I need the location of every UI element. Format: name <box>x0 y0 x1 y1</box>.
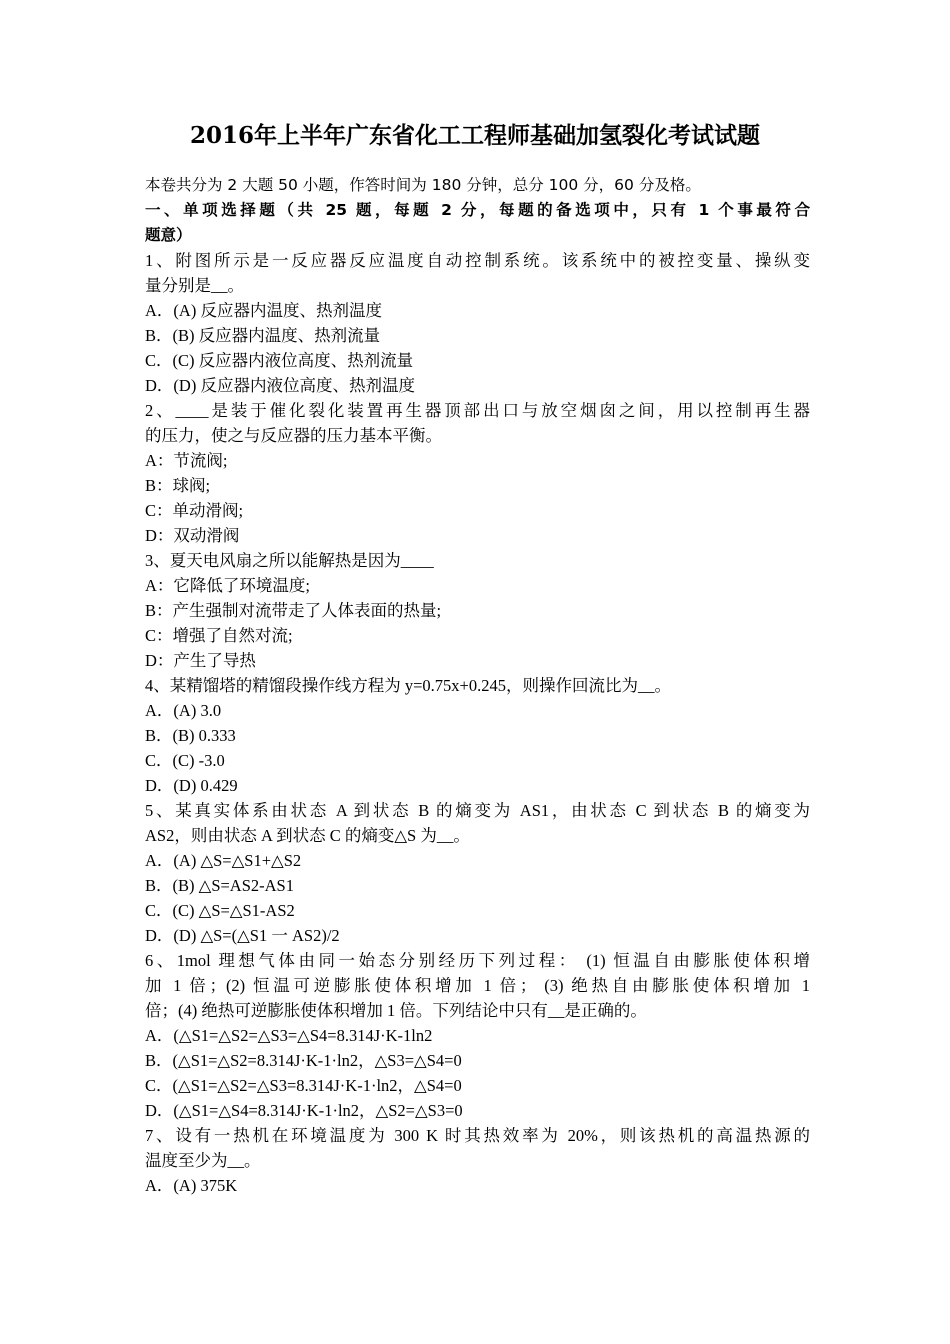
answer-option: B．(B) △S=AS2-AS1 <box>145 876 294 895</box>
answer-option: A．(A) 375K <box>145 1176 238 1195</box>
question-5 <box>145 798 810 948</box>
answer-option: D．(D) 反应器内液位高度、热剂温度 <box>145 376 415 395</box>
answer-option: A：节流阀; <box>145 451 228 470</box>
answer-option: B．(△S1=△S2=8.314J·K-1·ln2，△S3=△S4=0 <box>145 1051 462 1070</box>
answer-option: C：增强了自然对流; <box>145 626 293 645</box>
answer-option: C：单动滑阀; <box>145 501 244 520</box>
answer-option: C．(C) 反应器内液位高度、热剂流量 <box>145 351 414 370</box>
answer-option: A．(A) 反应器内温度、热剂温度 <box>145 301 382 320</box>
document-title: 2016年上半年广东省化工工程师基础加氢裂化考试试题 <box>189 122 760 149</box>
section-heading: 一、单项选择题（共 25 题，每题 2 分，每题的备选项中，只有 1 个事最符合 <box>145 201 810 219</box>
section-heading-cont: 题意） <box>145 226 192 244</box>
document-body <box>145 173 810 1198</box>
question-stem: 温度至少为__。 <box>145 1151 261 1170</box>
question-stem: 1、附图所示是一反应器反应温度自动控制系统。该系统中的被控变量、操纵变 <box>145 251 810 270</box>
answer-option: B：球阀; <box>145 476 211 495</box>
exam-intro: 本卷共分为 2 大题 50 小题，作答时间为 180 分钟，总分 100 分，60 分及格。 <box>145 176 701 194</box>
answer-option: A．(△S1=△S2=△S3=△S4=8.314J·K-1ln2 <box>145 1026 433 1045</box>
question-stem: 4、某精馏塔的精馏段操作线方程为 y=0.75x+0.245，则操作回流比为__。 <box>145 676 671 695</box>
answer-option: D．(D) 0.429 <box>145 776 238 795</box>
answer-option: D：双动滑阀 <box>145 526 240 545</box>
answer-option: D．(△S1=△S4=8.314J·K-1·ln2，△S2=△S3=0 <box>145 1101 463 1120</box>
answer-option: A．(A) △S=△S1+△S2 <box>145 851 302 870</box>
answer-option: C．(C) △S=△S1-AS2 <box>145 901 295 920</box>
question-stem: AS2，则由状态 A 到状态 C 的熵变△S 为__。 <box>145 826 470 845</box>
answer-option: B：产生强制对流带走了人体表面的热量; <box>145 601 442 620</box>
question-3 <box>145 548 810 673</box>
answer-option: A．(A) 3.0 <box>145 701 222 720</box>
question-stem: 倍；(4) 绝热可逆膨胀使体积增加 1 倍。下列结论中只有__是正确的。 <box>145 1001 647 1020</box>
question-stem: 3、夏天电风扇之所以能解热是因为____ <box>145 551 434 570</box>
answer-option: C．(C) -3.0 <box>145 751 225 770</box>
question-stem: 的压力，使之与反应器的压力基本平衡。 <box>145 426 442 445</box>
answer-option: A：它降低了环境温度; <box>145 576 310 595</box>
answer-option: C．(△S1=△S2=△S3=8.314J·K-1·ln2，△S4=0 <box>145 1076 462 1095</box>
answer-option: D．(D) △S=(△S1 一 AS2)/2 <box>145 926 340 945</box>
question-stem: 5、某真实体系由状态 A 到状态 B 的熵变为 AS1，由状态 C 到状态 B 的熵变为 <box>145 801 810 820</box>
answer-option: B．(B) 0.333 <box>145 726 236 745</box>
question-stem: 2、____是装于催化裂化装置再生器顶部出口与放空烟囱之间，用以控制再生器 <box>145 401 810 420</box>
question-stem: 6、1mol 理想气体由同一始态分别经历下列过程： (1) 恒温自由膨胀使体积增 <box>145 951 810 970</box>
question-6 <box>145 948 810 1123</box>
question-4 <box>145 673 810 798</box>
answer-option: D：产生了导热 <box>145 651 256 670</box>
question-1 <box>145 248 810 398</box>
answer-option: B．(B) 反应器内温度、热剂流量 <box>145 326 381 345</box>
question-7 <box>145 1123 810 1198</box>
question-stem: 加 1 倍；(2) 恒温可逆膨胀使体积增加 1 倍； (3) 绝热自由膨胀使体积增加 1 <box>145 976 810 995</box>
question-stem: 7、设有一热机在环境温度为 300 K 时其热效率为 20%，则该热机的高温热源的 <box>145 1126 810 1145</box>
question-2 <box>145 398 810 548</box>
question-stem: 量分别是__。 <box>145 276 244 295</box>
